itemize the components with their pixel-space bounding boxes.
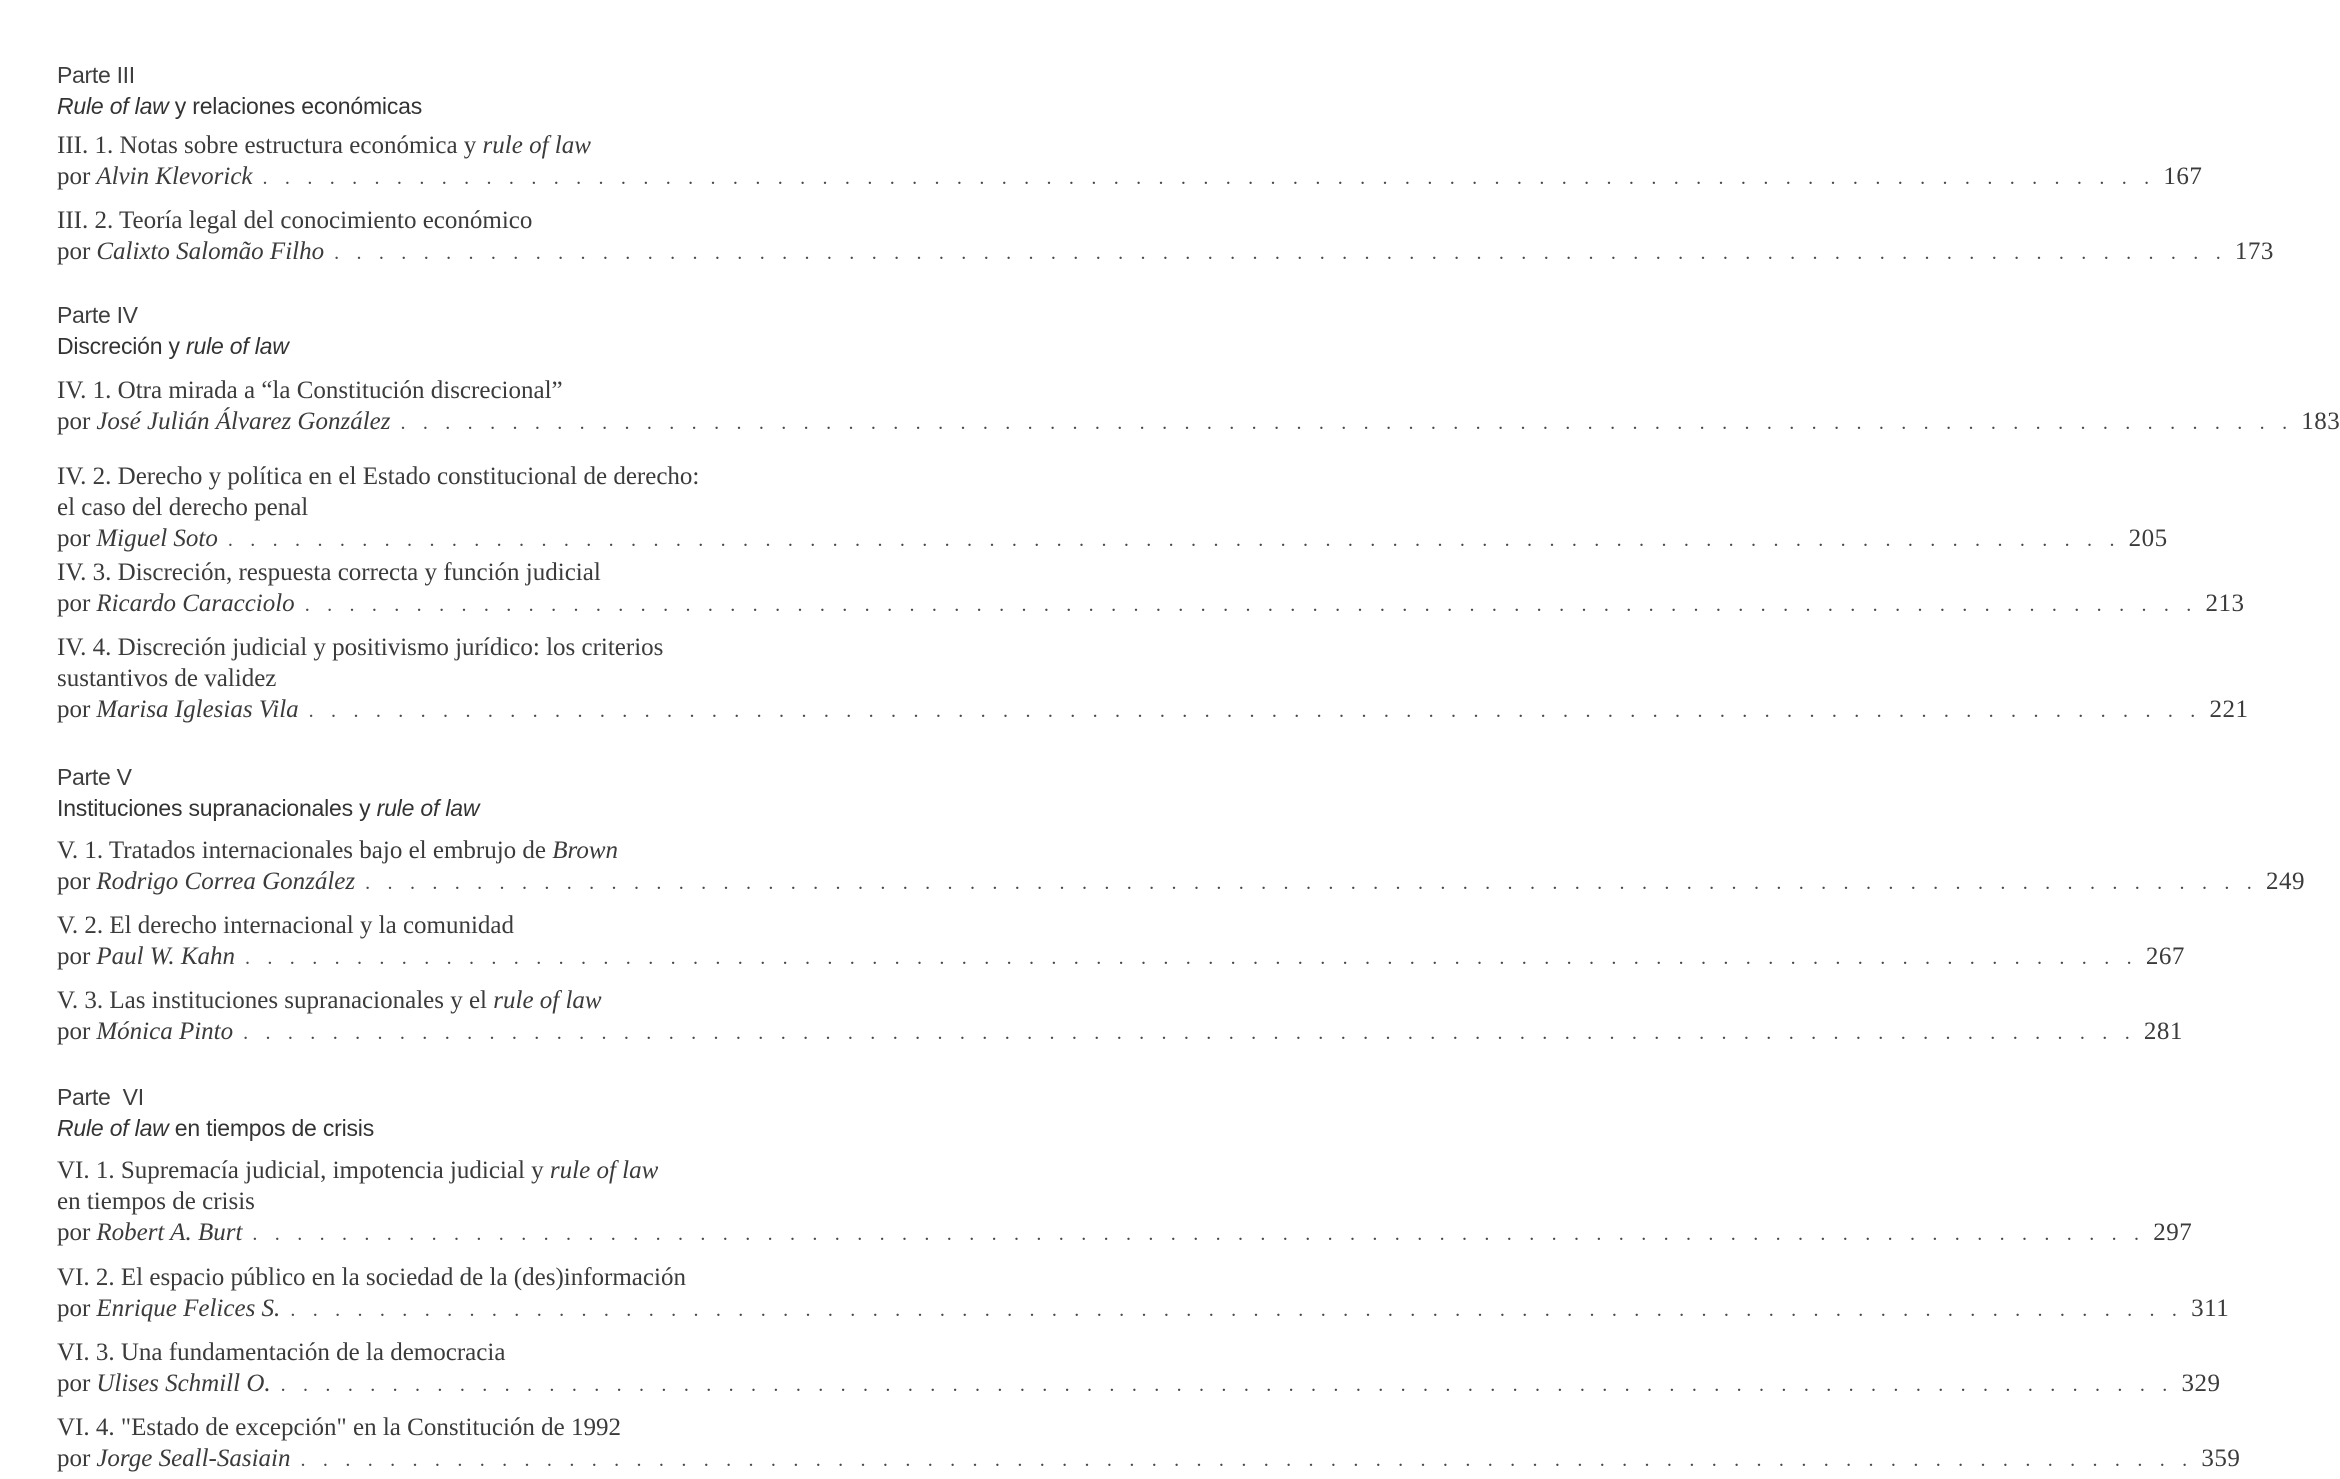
part-title-segment: y relaciones económicas [168,93,423,119]
entry-title-line [57,1262,1031,1293]
dot-leader: . . . . . . . . . . . . . . . . . . . . . . . . . . . . . . . . . . . . . . . . . . . . . . . . . . . . . . . . . . . . . . . . . . . . . . . . . . . . . . . . . . . . . [280,1374,2174,1396]
entry-author: Alvin Klevorick [96,163,253,190]
entry-byline [57,236,2274,269]
entry-byline [57,588,2245,621]
entry-author: Rodrigo Correa González [96,868,356,895]
entry-title-segment: V. 3. Las instituciones supranacionales y el [57,987,494,1014]
page-number[interactable]: 359 [2201,1445,2241,1472]
part-title [57,331,1037,362]
entry-title-segment: III. 2. Teoría legal del conocimiento económico [57,207,533,234]
entry-title-line [57,835,1031,866]
entry-title-line [57,663,1031,694]
entry-author: Robert A. Burt [96,1219,243,1246]
toc-entry[interactable] [57,1155,2193,1250]
page-number[interactable]: 221 [2209,696,2249,723]
entry-title-line [57,461,1031,492]
por-label: por [57,1018,91,1045]
page-number[interactable]: 281 [2143,1018,2183,1045]
part-title-segment: Instituciones supranacionales y [57,795,377,821]
entry-title-line [57,375,1031,406]
entry-title-segment: V. 1. Tratados internacionales bajo el embrujo de [57,837,553,864]
por-label: por [57,525,91,552]
page-number[interactable]: 297 [2153,1219,2193,1246]
dot-leader: . . . . . . . . . . . . . . . . . . . . . . . . . . . . . . . . . . . . . . . . . . . . . . . . . . . . . . . . . . . . . . . . . . . . . . . . . . . . . . . . . . . . . [290,1299,2184,1321]
entry-byline [57,1443,2241,1476]
entry-author: Ricardo Caracciolo [96,590,295,617]
toc-entry[interactable] [57,985,2183,1049]
por-label: por [57,163,91,190]
dot-leader: . . . . . . . . . . . . . . . . . . . . . . . . . . . . . . . . . . . . . . . . . . . . . . . . . . . . . . . . . . . . . . . . . . . . . . . . . . . . . . . . . . . . . [245,947,2138,969]
entry-title-segment: rule of law [549,1157,659,1184]
entry-title-segment: IV. 1. Otra mirada a “la Constitución discrecional” [57,377,563,404]
entry-title-line [57,632,1031,663]
entry-title-segment: VI. 4. "Estado de excepción" en la Constitución de 1992 [57,1414,622,1441]
entry-author: Enrique Felices S. [96,1295,281,1322]
part-title-segment: rule of law [186,333,289,359]
entry-author: José Julián Álvarez González [96,408,391,435]
entry-byline [57,523,2168,556]
entry-author: Calixto Salomão Filho [96,238,325,265]
dot-leader: . . . . . . . . . . . . . . . . . . . . . . . . . . . . . . . . . . . . . . . . . . . . . . . . . . . . . . . . . . . . . . . . . . . . . . . . . . . . . . . . . . . . . [300,1449,2194,1471]
entry-byline [57,1293,2230,1326]
entry-title-segment: V. 2. El derecho internacional y la comunidad [57,912,515,939]
part-title [57,1113,1037,1144]
entry-title-segment: IV. 2. Derecho y política en el Estado constitucional de derecho: [57,463,700,490]
toc-entry[interactable] [57,557,2245,621]
por-label: por [57,590,91,617]
entry-title-line [57,1337,1031,1368]
page-number[interactable]: 183 [2301,408,2340,435]
por-label: por [57,696,91,723]
entry-byline [57,1016,2183,1049]
part-label: Parte VI [57,1084,144,1110]
entry-title-line [57,985,1031,1016]
por-label: por [57,943,91,970]
toc-entry[interactable] [57,835,2305,899]
entry-title-segment: VI. 3. Una fundamentación de la democracia [57,1339,506,1366]
dot-leader: . . . . . . . . . . . . . . . . . . . . . . . . . . . . . . . . . . . . . . . . . . . . . . . . . . . . . . . . . . . . . . . . . . . . . . . . . . . . . . . . . . . . . [308,700,2202,722]
toc-entry[interactable] [57,375,2340,439]
por-label: por [57,868,91,895]
dot-leader: . . . . . . . . . . . . . . . . . . . . . . . . . . . . . . . . . . . . . . . . . . . . . . . . . . . . . . . . . . . . . . . . . . . . . . . . . . . . . . . . . . . . . [400,412,2294,434]
part-header [57,762,1037,824]
por-label: por [57,1445,91,1472]
entry-title-line [57,910,1031,941]
por-label: por [57,1370,91,1397]
entry-title-line [57,1186,1031,1217]
toc-entry[interactable] [57,1337,2221,1401]
entry-author: Paul W. Kahn [96,943,235,970]
entry-byline [57,866,2305,899]
por-label: por [57,1295,91,1322]
entry-title-segment: el caso del derecho penal [57,494,309,521]
entry-title-segment: Brown [552,837,619,864]
part-title [57,793,1037,824]
part-title-segment: Rule of law [57,1115,169,1141]
part-title-segment: Discreción y [57,333,187,359]
entry-title-line [57,492,1031,523]
entry-title-line [57,1155,1031,1186]
entry-title-segment: IV. 4. Discreción judicial y positivismo jurídico: los criterios [57,634,664,661]
entry-title-line [57,130,1031,161]
toc-entry[interactable] [57,1412,2241,1476]
entry-title-segment: en tiempos de crisis [57,1188,255,1215]
page-number[interactable]: 213 [2205,590,2245,617]
entry-title-line [57,1412,1031,1443]
dot-leader: . . . . . . . . . . . . . . . . . . . . . . . . . . . . . . . . . . . . . . . . . . . . . . . . . . . . . . . . . . . . . . . . . . . . . . . . . . . . . . . . . . . . . [252,1223,2146,1245]
entry-byline [57,694,2249,727]
page-number[interactable]: 329 [2181,1370,2221,1397]
entry-title-line [57,557,1031,588]
por-label: por [57,238,91,265]
entry-title-segment: VI. 1. Supremacía judicial, impotencia judicial y [57,1157,550,1184]
part-title [57,91,1037,122]
part-label: Parte V [57,764,132,790]
part-label: Parte III [57,62,135,88]
entry-title-segment: rule of law [482,132,591,159]
entry-title-line [57,205,1031,236]
toc-entry[interactable] [57,205,2274,269]
dot-leader: . . . . . . . . . . . . . . . . . . . . . . . . . . . . . . . . . . . . . . . . . . . . . . . . . . . . . . . . . . . . . . . . . . . . . . . . . . . . . . . . . . . . . [334,242,2227,264]
entry-author: Marisa Iglesias Vila [96,696,299,723]
entry-author: Miguel Soto [96,525,218,552]
part-header [57,300,1037,362]
entry-title-segment: VI. 2. El espacio público en la sociedad de la (des)información [57,1264,686,1291]
entry-byline [57,406,2340,439]
page-number[interactable]: 249 [2265,868,2305,895]
dot-leader: . . . . . . . . . . . . . . . . . . . . . . . . . . . . . . . . . . . . . . . . . . . . . . . . . . . . . . . . . . . . . . . . . . . . . . . . . . . . . . . . . . . . . [243,1022,2136,1044]
entry-title-segment: sustantivos de validez [57,665,277,692]
page-number[interactable]: 167 [2163,163,2203,190]
part-label: Parte IV [57,302,138,328]
entry-byline [57,1368,2221,1401]
entry-author: Jorge Seall-Sasiain [96,1445,291,1472]
part-header [57,60,1037,122]
dot-leader: . . . . . . . . . . . . . . . . . . . . . . . . . . . . . . . . . . . . . . . . . . . . . . . . . . . . . . . . . . . . . . . . . . . . . . . . . . . . . . . . . . . . . [365,872,2258,894]
dot-leader: . . . . . . . . . . . . . . . . . . . . . . . . . . . . . . . . . . . . . . . . . . . . . . . . . . . . . . . . . . . . . . . . . . . . . . . . . . . . . . . . . . . . . [262,167,2156,189]
entry-title-segment: IV. 3. Discreción, respuesta correcta y función judicial [57,559,601,586]
entry-author: Mónica Pinto [96,1018,234,1045]
toc-entry[interactable] [57,632,2249,727]
toc-entry[interactable] [57,130,2203,194]
por-label: por [57,1219,91,1246]
entry-byline [57,1217,2193,1250]
toc-entry[interactable] [57,1262,2230,1326]
toc-entry[interactable] [57,461,2168,556]
entry-byline [57,161,2203,194]
entry-title-segment: rule of law [493,987,602,1014]
entry-title-segment: III. 1. Notas sobre estructura económica y [57,132,483,159]
part-header [57,1082,1037,1144]
part-title-segment: rule of law [376,795,480,821]
entry-byline [57,941,2185,974]
por-label: por [57,408,91,435]
dot-leader: . . . . . . . . . . . . . . . . . . . . . . . . . . . . . . . . . . . . . . . . . . . . . . . . . . . . . . . . . . . . . . . . . . . . . . . . . . . . . . . . . . . . . [227,529,2121,551]
page-number[interactable]: 205 [2128,525,2168,552]
entry-author: Ulises Schmill O. [96,1370,271,1397]
part-title-segment: Rule of law [57,93,169,119]
toc-entry[interactable] [57,910,2185,974]
page-number[interactable]: 267 [2145,943,2185,970]
page-number[interactable]: 311 [2191,1295,2230,1322]
part-title-segment: en tiempos de crisis [168,1115,375,1141]
page-number[interactable]: 173 [2234,238,2274,265]
dot-leader: . . . . . . . . . . . . . . . . . . . . . . . . . . . . . . . . . . . . . . . . . . . . . . . . . . . . . . . . . . . . . . . . . . . . . . . . . . . . . . . . . . . . . [304,594,2198,616]
